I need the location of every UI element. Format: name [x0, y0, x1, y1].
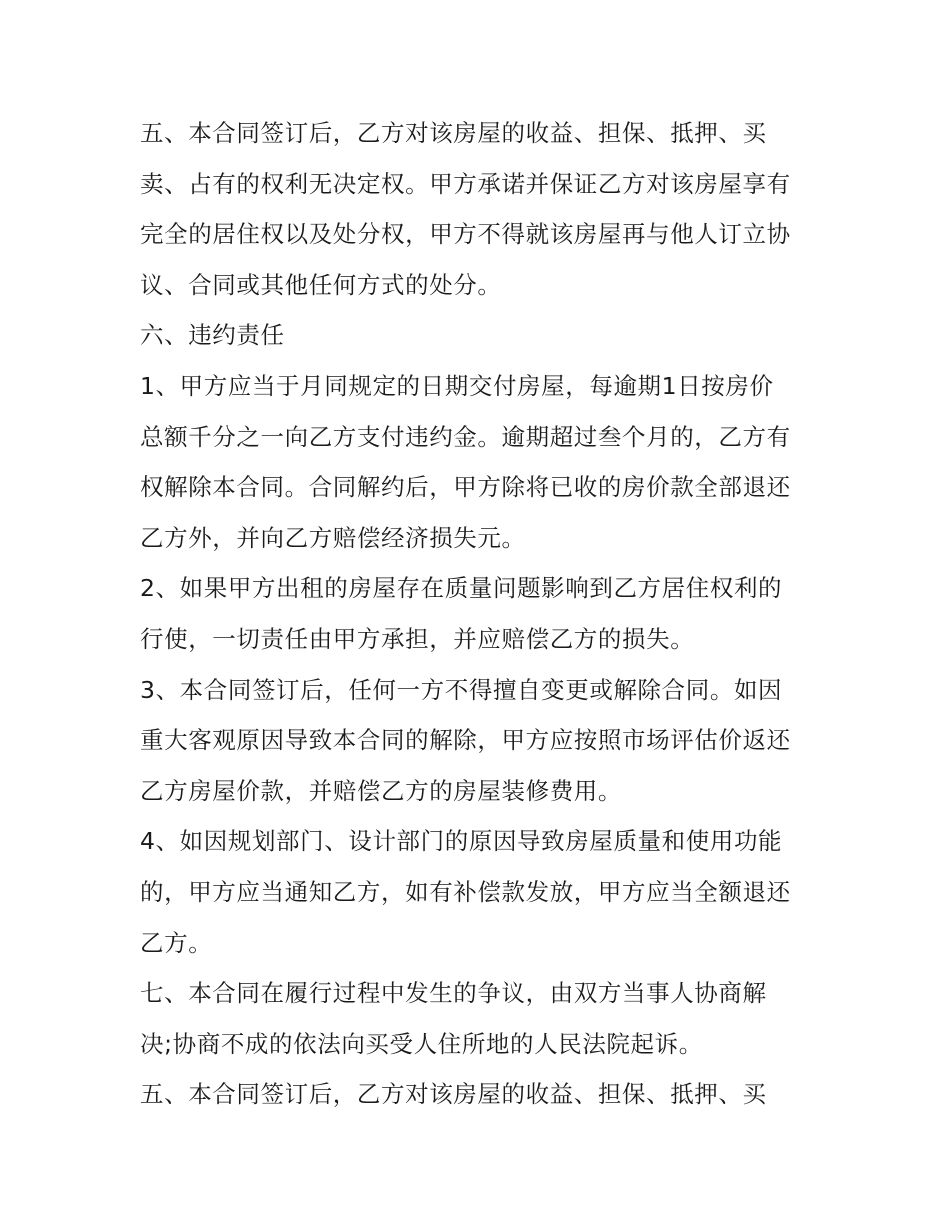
text-line: 行使，一切责任由甲方承担，并应赔偿乙方的损失。: [140, 624, 695, 653]
text-line: 五、本合同签订后，乙方对该房屋的收益、担保、抵押、买: [140, 119, 767, 147]
text-line: 的，甲方应当通知乙方，如有补偿款发放，甲方应当全额退还: [140, 877, 791, 906]
text-line: 重大客观原因导致本合同的解除，甲方应按照市场评估价返还: [140, 726, 791, 755]
section-heading: 六、违约责任: [140, 321, 285, 350]
text-line: 总额千分之一向乙方支付违约金。逾期超过叁个月的，乙方有: [140, 422, 791, 451]
text-line: 乙方房屋价款，并赔偿乙方的房屋装修费用。: [140, 776, 622, 805]
text-line: 卖、占有的权利无决定权。甲方承诺并保证乙方对该房屋享有: [140, 169, 791, 198]
text-line: 议、合同或其他任何方式的处分。: [140, 270, 502, 299]
text-line: 七、本合同在履行过程中发生的争议，由双方当事人协商解: [140, 979, 767, 1008]
text-line: 3、本合同签订后，任何一方不得擅自变更或解除合同。如因: [140, 675, 783, 704]
text-line: 4、如因规划部门、设计部门的原因导致房屋质量和使用功能: [140, 827, 783, 856]
text-line: 决;协商不成的依法向买受人住所地的人民法院起诉。: [140, 1029, 703, 1058]
text-line: 1、甲方应当于月同规定的日期交付房屋，每逾期1日按房价: [140, 371, 774, 400]
text-line: 2、如果甲方出租的房屋存在质量问题影响到乙方居住权利的: [140, 574, 783, 603]
text-line: 乙方外，并向乙方赔偿经济损失元。: [140, 523, 526, 552]
document-body: [140, 108, 820, 1120]
text-line: 权解除本合同。合同解约后，甲方除将已收的房价款全部退还: [140, 473, 791, 502]
text-line: 完全的居住权以及处分权，甲方不得就该房屋再与他人订立协: [140, 220, 791, 249]
text-line: 五、本合同签订后，乙方对该房屋的收益、担保、抵押、买: [140, 1080, 767, 1109]
text-line: 乙方。: [140, 928, 213, 957]
